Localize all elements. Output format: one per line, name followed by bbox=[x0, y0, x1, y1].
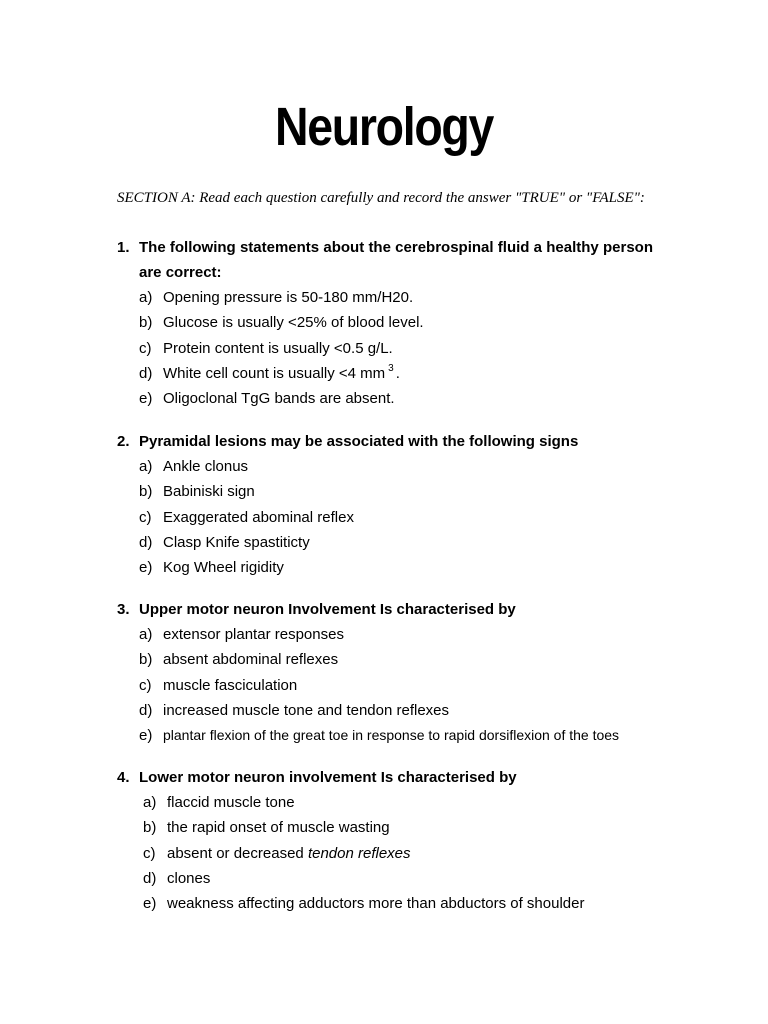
option-text bbox=[167, 841, 411, 866]
question-number: 3. bbox=[117, 601, 130, 618]
option-text: absent abdominal reflexes bbox=[163, 651, 339, 669]
option-letter: b) bbox=[139, 651, 153, 669]
option-text: increased muscle tone and tendon reflexes bbox=[163, 701, 450, 719]
question-4 bbox=[117, 765, 653, 916]
option-d bbox=[117, 530, 653, 555]
option-d bbox=[117, 698, 653, 723]
option-letter: e) bbox=[139, 559, 153, 577]
option-e bbox=[117, 723, 653, 748]
option-letter: b) bbox=[139, 314, 153, 332]
option-c bbox=[117, 505, 653, 530]
option-c bbox=[117, 336, 653, 361]
option-d bbox=[117, 361, 653, 386]
question-text: Pyramidal lesions may be associated with the following signs bbox=[139, 433, 579, 450]
option-letter: a) bbox=[143, 794, 157, 811]
option-e bbox=[117, 555, 653, 580]
option-letter: e) bbox=[139, 727, 153, 745]
question-text: Lower motor neuron involvement Is characterised by bbox=[139, 769, 517, 786]
option-text: Opening pressure is 50-180 mm/H20. bbox=[163, 289, 414, 306]
option-letter: b) bbox=[143, 819, 157, 837]
option-letter: e) bbox=[139, 390, 153, 408]
option-letter: a) bbox=[139, 458, 153, 475]
option-letter: e) bbox=[143, 895, 157, 913]
question-header bbox=[117, 429, 653, 454]
option-text: Babiniski sign bbox=[163, 483, 255, 501]
option-b bbox=[117, 479, 653, 504]
option-letter: c) bbox=[139, 508, 152, 526]
question-header bbox=[117, 765, 653, 790]
option-b bbox=[117, 310, 653, 335]
option-d bbox=[117, 866, 653, 891]
option-text: clones bbox=[167, 869, 211, 887]
option-suffix: . bbox=[395, 364, 400, 382]
option-text: extensor plantar responses bbox=[163, 626, 344, 643]
option-text: Oligoclonal TgG bands are absent. bbox=[163, 390, 395, 408]
question-3 bbox=[117, 597, 653, 748]
option-text: plantar flexion of the great toe in response to rapid dorsiflexion of the toes bbox=[163, 727, 620, 744]
option-b bbox=[117, 647, 653, 672]
option-letter: d) bbox=[139, 701, 153, 719]
option-text: flaccid muscle tone bbox=[167, 794, 295, 811]
option-a bbox=[117, 790, 653, 815]
option-b bbox=[117, 815, 653, 840]
question-1 bbox=[117, 235, 653, 411]
option-main-text: absent or decreased bbox=[167, 844, 304, 862]
option-letter: c) bbox=[139, 676, 152, 694]
page-title: Neurology bbox=[274, 97, 494, 157]
option-text: Glucose is usually <25% of blood level. bbox=[163, 314, 424, 332]
option-e bbox=[117, 386, 653, 411]
option-a bbox=[117, 454, 653, 479]
question-text: The following statements about the cerebrospinal fluid a healthy person are correct: bbox=[139, 239, 653, 281]
option-a bbox=[117, 622, 653, 647]
question-header bbox=[117, 597, 653, 622]
option-c bbox=[117, 841, 653, 866]
option-text: Exaggerated abominal reflex bbox=[163, 508, 354, 526]
option-text: Ankle clonus bbox=[163, 458, 249, 475]
question-number: 4. bbox=[117, 769, 130, 786]
question-number: 1. bbox=[117, 239, 130, 256]
question-number: 2. bbox=[117, 433, 130, 450]
option-letter: b) bbox=[139, 483, 153, 501]
option-e bbox=[117, 891, 653, 916]
option-text: the rapid onset of muscle wasting bbox=[167, 819, 390, 837]
option-letter: a) bbox=[139, 289, 153, 306]
option-letter: c) bbox=[139, 339, 152, 357]
option-text: weakness affecting adductors more than abductors of shoulder bbox=[167, 895, 585, 913]
option-italic-text: tendon reflexes bbox=[307, 844, 411, 862]
section-instruction: SECTION A: Read each question carefully and record the answer "TRUE" or "FALSE": bbox=[117, 190, 645, 206]
option-text: muscle fasciculation bbox=[163, 676, 298, 694]
option-c bbox=[117, 673, 653, 698]
option-letter: d) bbox=[139, 533, 153, 551]
superscript: 3 bbox=[388, 362, 394, 374]
option-text: Protein content is usually <0.5 g/L. bbox=[163, 339, 393, 357]
option-letter: d) bbox=[139, 364, 153, 382]
option-main-text: White cell count is usually <4 mm bbox=[163, 364, 386, 382]
question-text: Upper motor neuron Involvement Is characterised by bbox=[139, 601, 516, 618]
question-2 bbox=[117, 429, 653, 580]
option-text: Kog Wheel rigidity bbox=[163, 559, 284, 577]
option-a bbox=[117, 285, 653, 310]
option-text bbox=[163, 361, 400, 386]
option-letter: c) bbox=[143, 844, 156, 862]
option-letter: d) bbox=[143, 869, 157, 887]
option-text: Clasp Knife spastiticty bbox=[163, 533, 310, 551]
question-header bbox=[117, 235, 653, 285]
option-letter: a) bbox=[139, 626, 153, 643]
